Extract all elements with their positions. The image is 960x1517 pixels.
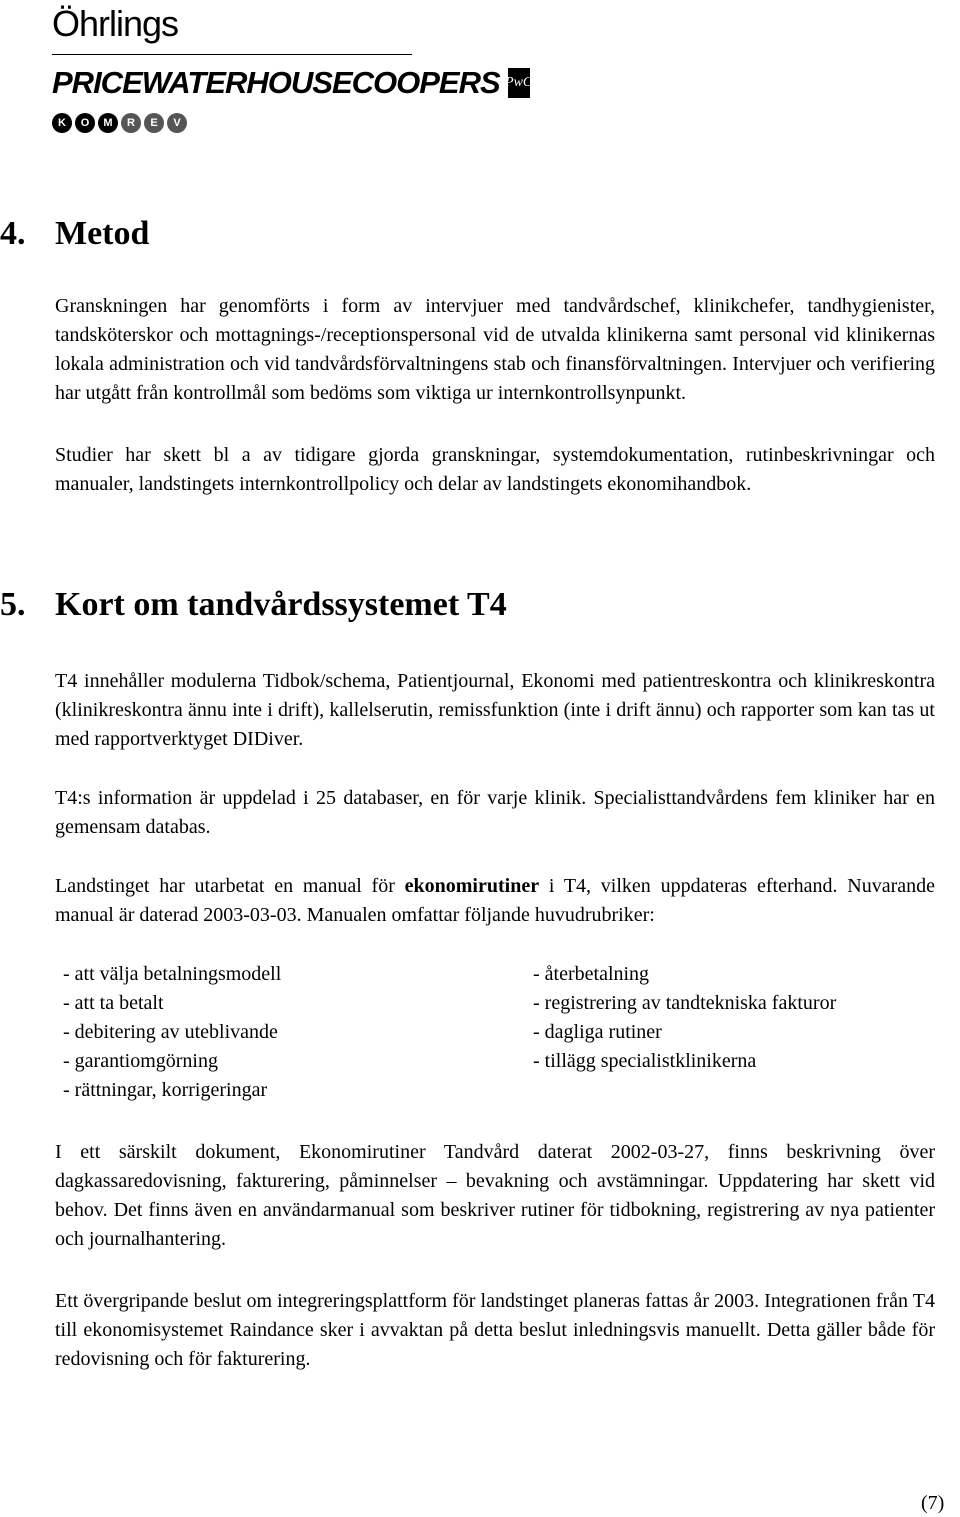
list-item: - garantiomgörning [63,1050,218,1072]
text-run: Landstinget har utarbetat en manual för [55,875,405,897]
list-right-column [533,960,836,1105]
emphasis-ekonomirutiner: ekonomirutiner [404,875,540,897]
list-item: - återbetalning [533,963,650,985]
paragraph: Granskningen har genomförts i form av intervjuer med tandvårdschef, klinikchefer, tandhygienister, tandsköterskor och mottagnings-/receptionspersonal vid de utvalda klinikerna samt personal vid klinikernas lokala administration och vid tandvårdsförvaltningens stab och finansförvaltningen. Intervjuer och verifiering har utgått från kontrollmål som bedöms som viktiga ur internkontrollsynpunkt. [55,295,935,404]
list-item: - tillägg specialistklinikerna [533,1050,757,1072]
list-item: - att välja betalningsmodell [63,963,282,985]
section-number: 4. [0,215,26,252]
brand-ohrlings: Öhrlings [52,3,179,44]
document-body [0,210,935,1374]
paragraph: Studier har skett bl a av tidigare gjorda granskningar, systemdokumentation, rutinbeskrivningar och manualer, landstingets internkontrollpolicy och delar av landstingets ekonomihandbok. [55,444,935,495]
list-item: - att ta betalt [63,992,164,1014]
komrev-letter: E [144,113,164,133]
komrev-letter: M [98,113,118,133]
komrev-letter: O [75,113,95,133]
page-number: (7) [921,1492,945,1514]
section-title: Metod [55,215,150,252]
text-run: i T4, vilken uppdateras efterhand. Nuvarande manual är daterad 2003-03-03. Manualen omfattar följande huvudrubriker: [55,875,935,926]
komrev-letter: V [167,113,187,133]
paragraph: I ett särskilt dokument, Ekonomirutiner Tandvård daterat 2002-03-27, finns beskrivning över dagkassaredovisning, fakturering, påminnelser – bevakning och avstämningar. Uppdatering har skett vid behov. Det finns även en användarmanual som beskriver rutiner för tidbokning, registrering av nya patienter och journalhantering. [55,1141,935,1250]
list-item: - registrering av tandtekniska fakturor [533,992,837,1014]
list-item: - rättningar, korrigeringar [63,1079,268,1101]
section-heading-t4 [0,581,935,629]
paragraph [55,872,935,930]
section-number: 5. [0,586,26,623]
brand-pwc-wordmark: PRICEWATERHOUSECOOPERS [52,65,500,100]
brand-logo [52,63,533,103]
list-item: - dagliga rutiner [533,1021,662,1043]
komrev-letter: R [121,113,141,133]
list-left-column [55,960,533,1105]
paragraph: T4 innehåller modulerna Tidbok/schema, Patientjournal, Ekonomi med patientreskontra och klinikreskontra (klinikreskontra ännu inte i drift), kallelserutin, remissfunktion (inte i drift ännu) och rapporter som kan tas ut med rapportverktyget DIDiver. [55,670,935,750]
section-title: Kort om tandvårdssystemet T4 [55,586,507,623]
paragraph: Ett övergripande beslut om integreringsplattform för landstinget planeras fattas år 2003. Integrationen från T4 till ekonomisystemet Raindance sker i avvaktan på detta beslut inledningsvis manuellt. Detta gäller både för redovisning och för fakturering. [55,1290,935,1370]
list-item: - debitering av uteblivande [63,1021,278,1043]
section-heading-metod [0,210,935,258]
paragraph: T4:s information är uppdelad i 25 databaser, en för varje klinik. Specialisttandvårdens fem kliniker har en gemensam databas. [55,787,935,838]
page-header [52,3,533,133]
pwc-mark-icon: PwC [508,68,530,98]
komrev-logo [52,113,530,133]
komrev-letter: K [52,113,72,133]
manual-headings-list [55,960,935,1105]
brand-divider [52,54,412,55]
